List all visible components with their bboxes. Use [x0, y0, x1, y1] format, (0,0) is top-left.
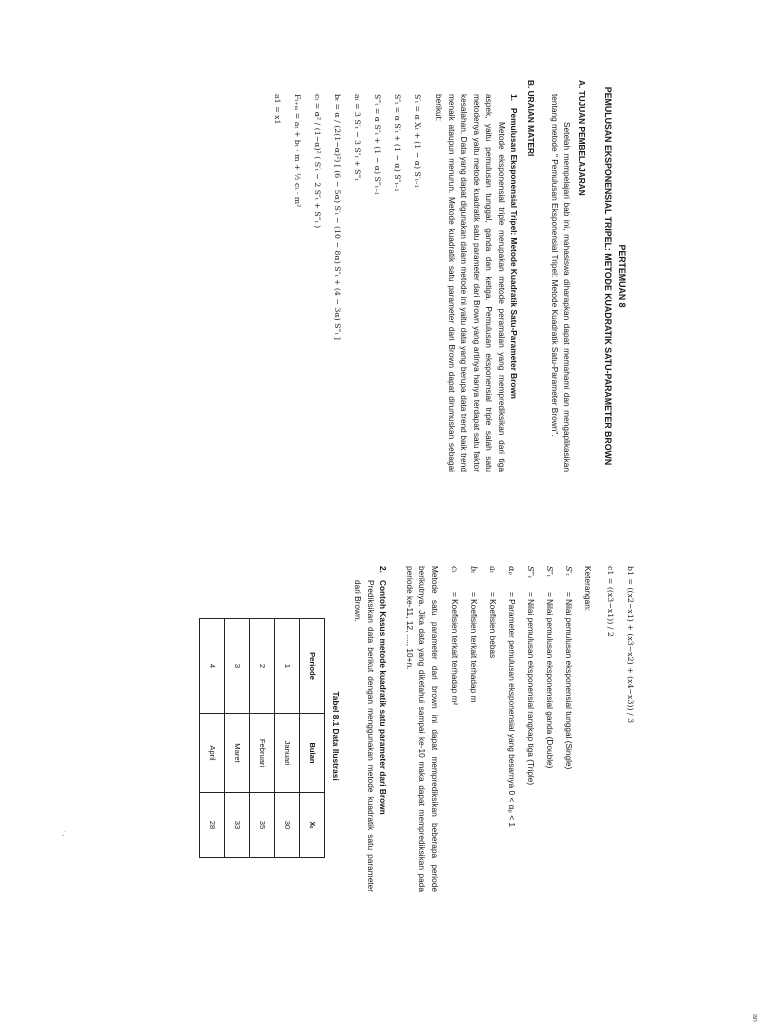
term-c — [445, 566, 464, 892]
table-cell: Januari — [275, 714, 300, 793]
header-periode: Periode — [300, 619, 325, 714]
section-a-text: Setelah mempelajari bab ini, mahasiswa diharapkan dapat memahami dan mengaplikasikan tentang metode " Pemulusan Eksponensial Tripel: Metode Kuadratik Satu-Parameter Brown". — [549, 94, 573, 472]
term-double — [540, 566, 559, 892]
term-symbol: αₚ — [506, 566, 517, 575]
formula-b: bₜ = α / (2(1−α)²) [ (6 − 5α) S′ₜ − (10 − 8α) S″ₜ + (4 − 3α) S‴ₜ ] — [333, 94, 343, 340]
right-column — [267, 80, 628, 472]
table-cell: 28 — [200, 793, 225, 858]
table-cell: 2 — [250, 619, 275, 714]
table-cell: 30 — [275, 793, 300, 858]
term-b — [464, 566, 483, 892]
formula-a: aₜ = 3 S′ₜ − 3 S″ₜ + S‴ₜ — [353, 94, 363, 181]
term-symbol: bₜ — [468, 566, 479, 574]
table-row — [200, 619, 225, 858]
method-text: Metode satu parameter dari brown ini dapat memprediksikan beberapa periode berikutnya. Jika data yang diketahui sampai ke-10 maka dapat memprediksikan pada periode ke-11, 12, ...., 10+n. — [404, 566, 440, 892]
table-row — [275, 619, 300, 858]
table-cell: 3 — [225, 619, 250, 714]
page-heading: PERTEMUAN 8 — [617, 244, 627, 308]
formula-c1: c1 = ((x3−x1)) / 2 — [606, 566, 615, 637]
term-desc: = Parameter pemulusan eksponensial yang besarnya 0 < αₚ < 1 — [506, 592, 517, 828]
table-cell: 35 — [250, 793, 275, 858]
section-2-text: Prediksikan data berikut dengan menggunakan metode kuadratik satu parameter dari Brown. — [353, 580, 376, 892]
data-table — [200, 618, 326, 858]
term-a — [483, 566, 502, 892]
table-header-row — [300, 619, 325, 858]
table-row — [250, 619, 275, 858]
term-symbol: cₜ — [449, 566, 460, 573]
term-symbol: S″ₜ — [544, 566, 555, 577]
table-cell: Februari — [250, 714, 275, 793]
term-symbol: aₜ — [487, 566, 498, 573]
term-desc: = Nilai pemulusan eksponensial tunggal (Single) — [563, 592, 574, 770]
header-xt: Xₜ — [300, 793, 325, 858]
table-cell: 33 — [225, 793, 250, 858]
term-alpha — [502, 566, 521, 892]
term-desc: = Nilai pemulusan eksponensial rangkap tiga (Triple) — [525, 592, 536, 786]
formula-single: S′ₜ = α Xₜ + (1 − α) S′ₜ₋₁ — [413, 94, 423, 188]
formula-forecast: Fₜ₊ₘ = aₜ + bₜ · m + ½ cₜ · m² — [293, 94, 303, 208]
page-title: PEMULUSAN EKSPONENSIAL TRIPEL: METODE KUADRATIK SATU-PARAMETER BROWN — [602, 86, 613, 466]
section-2-title: Contoh Kasus metode kuadratik satu parameter dari Brown — [378, 580, 389, 815]
subsection-1-text: Metode eksponensial triple merupakan metode peramalan yang memprediksikan dari tiga aspek, yaitu pemulusan tunggal, ganda dan ketiga. Pemulusan eksponensial triple salah satu metodenya yaitu metode kuadratik satu parameter dari Brown yang artinya hanya terdapat satu faktor kesalahan. Data yang dapat digunakan dalam metode ini yaitu data yang berupa data trend baik trend menaik ataupun menurun. Metode kuadratik satu parameter dari Brown dapat dirumuskan sebagai berikut: — [434, 94, 507, 472]
margin-mark: an — [751, 1014, 758, 1022]
subsection-1-title: Pemulusan Eksponensial Tripel: Metode Kuadratik Satu-Parameter Brown — [509, 108, 520, 399]
table-cell: 1 — [275, 619, 300, 714]
formula-b1: b1 = ((x2−x1) + (x3−x2) + (x4−x3)) / 3 — [626, 566, 635, 724]
formula-triple: S‴ₜ = α S″ₜ + (1 − α) S‴ₜ₋₁ — [373, 94, 383, 196]
section-b-label: B. URAIAN MATERI — [525, 80, 536, 157]
margin-tick: · , — [61, 830, 68, 837]
subsection-1-heading — [508, 80, 520, 472]
term-symbol: S‴ₜ — [525, 566, 536, 579]
header-bulan: Bulan — [300, 714, 325, 793]
term-triple — [521, 566, 540, 892]
formula-a1: a1 = x1 — [273, 94, 283, 125]
formula-list — [267, 80, 427, 472]
formula-c: cₜ = α² / (1−α)² ( S′ₜ − 2 S″ₜ + S‴ₜ ) — [313, 94, 323, 229]
section-a-label: A. TUJUAN PEMBELAJARAN — [576, 80, 587, 196]
table-row — [225, 619, 250, 858]
section-2-heading — [377, 566, 389, 892]
table-cell: 4 — [200, 619, 225, 714]
subsection-1-number: 1. — [509, 94, 520, 101]
term-desc: = Koefisien terkait terhadap m — [468, 592, 479, 703]
term-desc: = Nilai pemulusan eksponensial ganda (Double) — [544, 592, 555, 769]
term-desc: = Koefisien terkait terhadap m² — [449, 592, 460, 706]
section-2-number: 2. — [378, 566, 389, 573]
formula-double: S″ₜ = α S′ₜ + (1 − α) S″ₜ₋₁ — [393, 94, 403, 192]
term-single — [559, 566, 578, 892]
keterangan-list — [445, 566, 594, 892]
left-column — [200, 566, 641, 892]
term-symbol: S′ₜ — [563, 566, 574, 576]
table-caption: Tabel 8.1 Data Ilustrasi — [330, 691, 341, 781]
table-cell: Maret — [225, 714, 250, 793]
table-cell: April — [200, 714, 225, 793]
keterangan-label: Keterangan: — [583, 566, 593, 612]
term-desc: = Koefisien bebas — [487, 592, 498, 659]
